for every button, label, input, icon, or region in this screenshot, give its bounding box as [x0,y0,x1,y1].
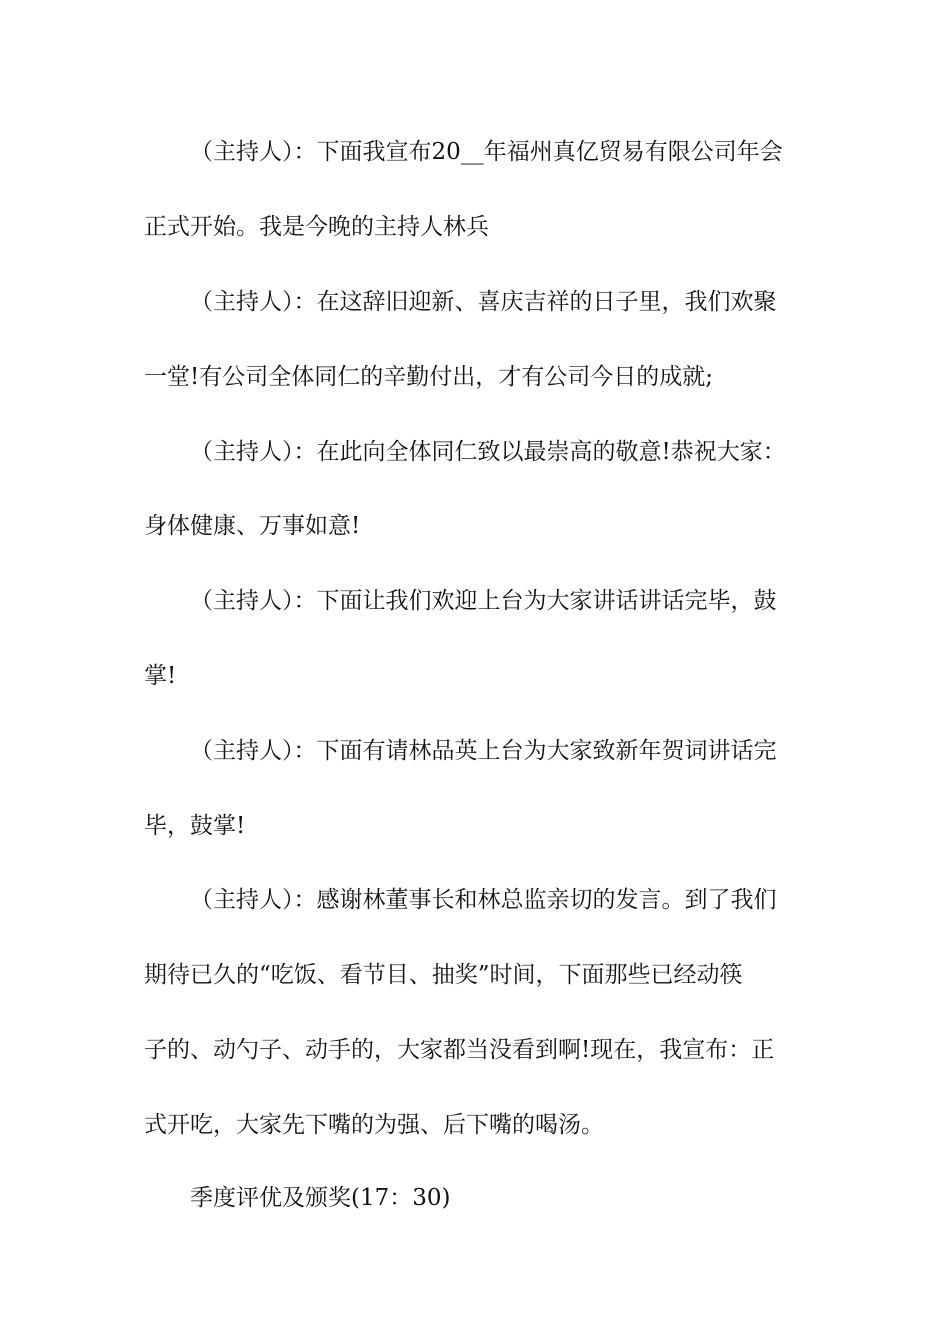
paragraph-6-line-4: 式开吃，大家先下嘴的为强、后下嘴的喝汤。 [144,1112,604,1138]
paragraph-5-line-2: 毕，鼓掌! [144,813,246,839]
paragraph-3-line-2: 身体健康、万事如意! [144,513,361,539]
paragraph-4-line-1: （主持人）：下面让我们欢迎上台为大家讲话讲话完毕，鼓 [190,588,777,614]
paragraph-1-line-2: 正式开始。我是今晚的主持人林兵 [144,214,489,240]
paragraph-6-line-2: 期待已久的“吃饭、看节目、抽奖”时间，下面那些已经动筷 [144,962,743,988]
paragraph-4-line-2: 掌! [144,663,177,689]
paragraph-2-line-1: （主持人）：在这辞旧迎新、喜庆吉祥的日子里，我们欢聚 [190,289,777,315]
paragraph-2-line-2: 一堂!有公司全体同仁的辛勤付出，才有公司今日的成就; [144,364,713,390]
paragraph-5-line-1: （主持人）：下面有请林品英上台为大家致新年贺词讲话完 [190,738,777,764]
paragraph-1-line-1: （主持人）：下面我宣布20__年福州真亿贸易有限公司年会 [190,139,783,165]
paragraph-6-line-1: （主持人）：感谢林董事长和林总监亲切的发言。到了我们 [190,887,777,913]
paragraph-6-line-3: 子的、动勺子、动手的，大家都当没看到啊!现在，我宣布：正 [144,1037,775,1063]
paragraph-3-line-1: （主持人）：在此向全体同仁致以最崇高的敬意!恭祝大家： [190,439,786,465]
section-heading: 季度评优及颁奖(17：30) [190,1185,451,1211]
